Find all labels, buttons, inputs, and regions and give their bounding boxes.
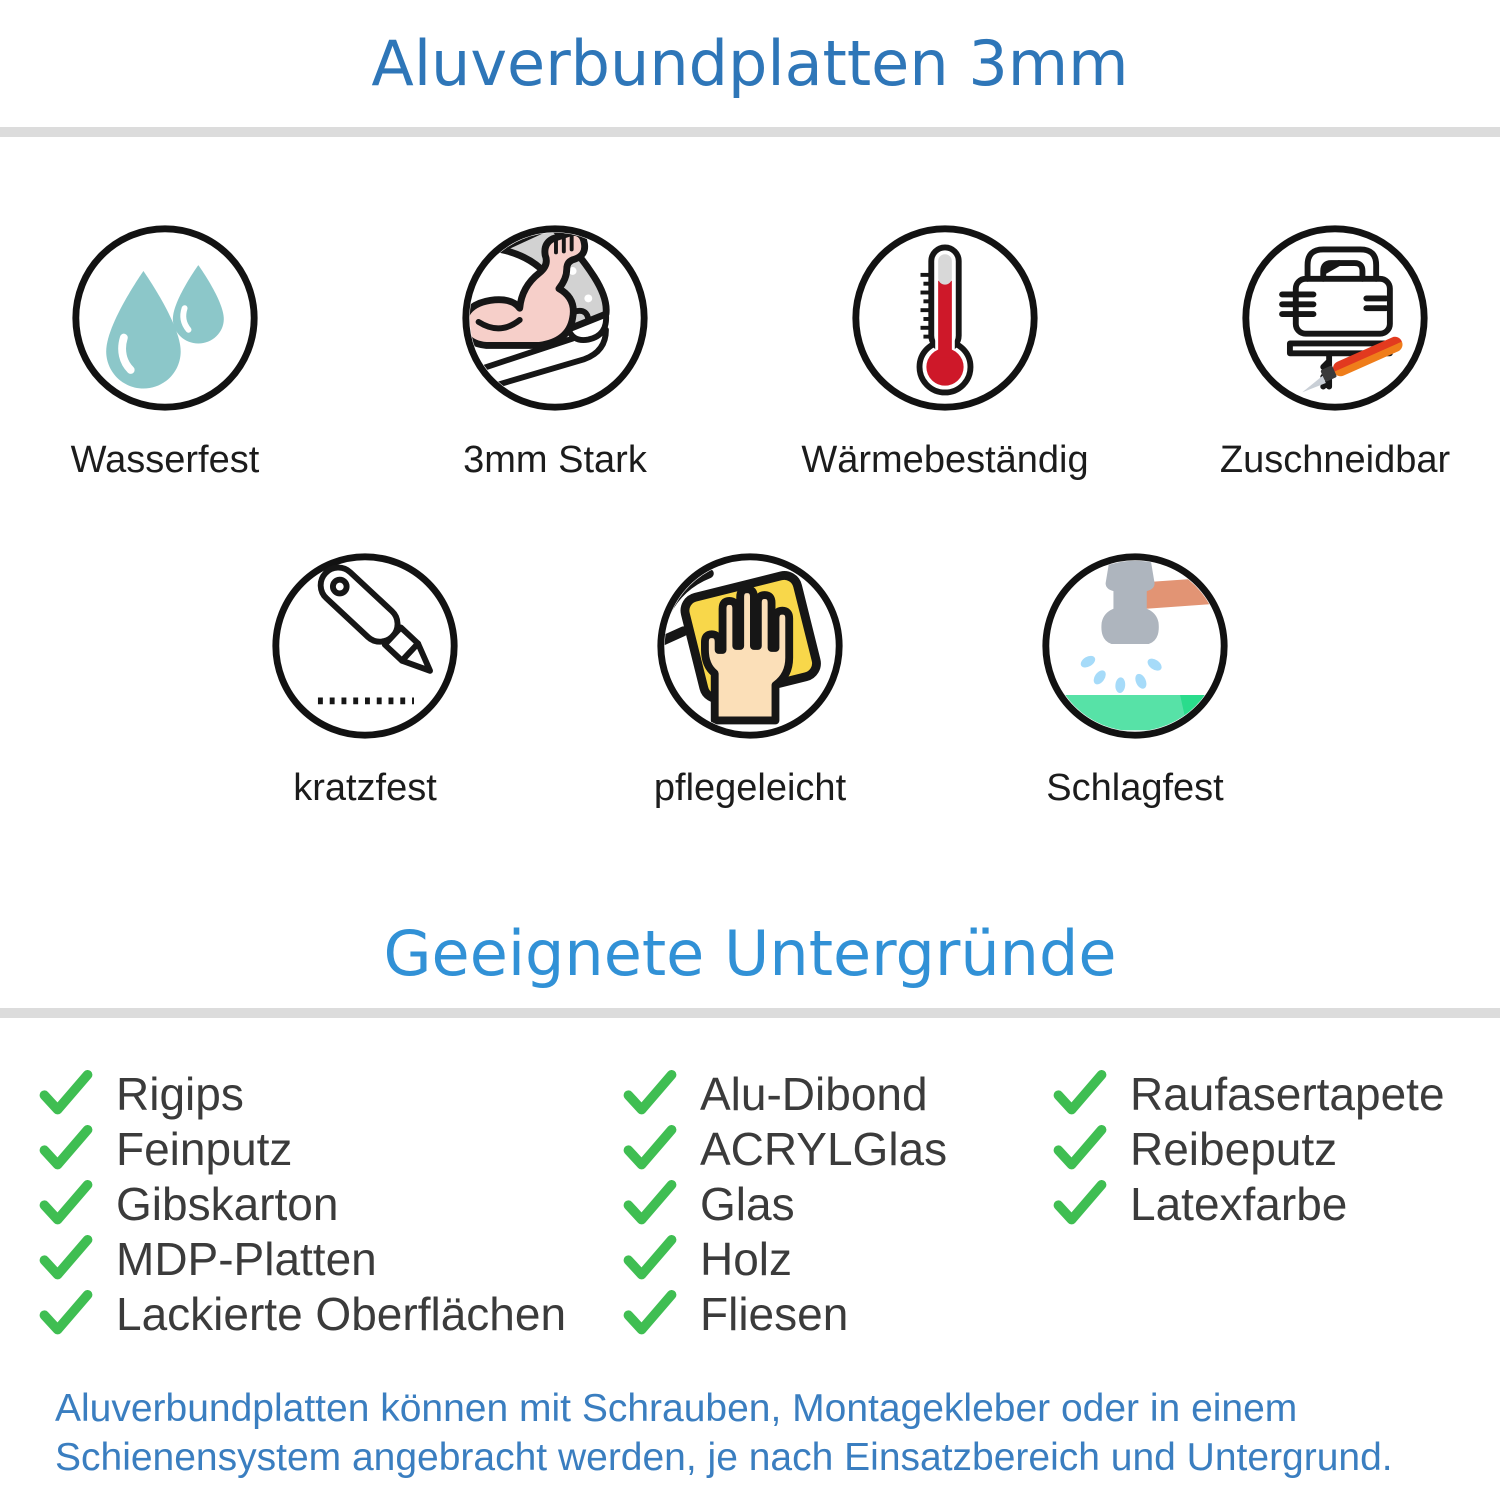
- checkmark-icon: [38, 1235, 94, 1283]
- checkmark-icon: [38, 1290, 94, 1338]
- water-drops-icon: [67, 220, 263, 416]
- list-item: [1052, 1176, 1497, 1231]
- jigsaw-cutter-icon: [1237, 220, 1433, 416]
- mounting-note: [55, 1384, 1455, 1482]
- features-row-2: [0, 548, 1500, 810]
- substrate-label: ACRYLGlas: [700, 1122, 948, 1175]
- substrate-label: Lackierte Oberflächen: [116, 1287, 567, 1340]
- substrate-label: Glas: [700, 1177, 795, 1230]
- substrate-label: Gibskarton: [116, 1177, 339, 1230]
- feature-schlagfest: [985, 548, 1285, 810]
- checkmark-icon: [38, 1070, 94, 1118]
- mounting-note-line1: Aluverbundplatten können mit Schrauben, Montagekleber oder in einem: [55, 1387, 1298, 1430]
- feature-3mm-stark: [405, 220, 705, 482]
- checkmark-icon: [38, 1125, 94, 1173]
- divider: [0, 127, 1500, 137]
- list-item: [38, 1231, 623, 1286]
- checkmark-icon: [622, 1290, 678, 1338]
- substrate-label: Raufasertapete: [1130, 1067, 1445, 1120]
- substrate-label: Fliesen: [700, 1287, 849, 1340]
- checkmark-icon: [622, 1235, 678, 1283]
- substrates-section: [0, 1066, 1500, 1366]
- feature-waermebestaendig: [795, 220, 1095, 482]
- list-item: [38, 1286, 623, 1341]
- hammer-impact-icon: [1037, 548, 1233, 744]
- feature-label: Zuschneidbar: [1219, 439, 1451, 481]
- list-item: [38, 1066, 623, 1121]
- substrate-label: Feinputz: [116, 1122, 293, 1175]
- list-item: [38, 1121, 623, 1176]
- checkmark-icon: [1052, 1070, 1108, 1118]
- checkmark-icon: [622, 1070, 678, 1118]
- checkmark-icon: [622, 1125, 678, 1173]
- list-item: [622, 1066, 1052, 1121]
- feature-label: kratzfest: [293, 767, 437, 809]
- utility-knife-icon: [267, 548, 463, 744]
- list-item: [622, 1176, 1052, 1231]
- mounting-note-line2: Schienensystem angebracht werden, je nach Einsatzbereich und Untergrund.: [55, 1436, 1393, 1479]
- page-title: Aluverbundplatten 3mm: [371, 27, 1129, 100]
- feature-label: Wärmebeständig: [801, 439, 1089, 481]
- checkmark-icon: [622, 1180, 678, 1228]
- substrates-column-2: [622, 1066, 1052, 1341]
- thermometer-icon: [847, 220, 1043, 416]
- features-row-1: [0, 220, 1500, 482]
- feature-label: Wasserfest: [70, 439, 260, 481]
- feature-label: Schlagfest: [1046, 767, 1224, 809]
- list-item: [622, 1121, 1052, 1176]
- substrate-label: Latexfarbe: [1130, 1177, 1348, 1230]
- list-item: [622, 1286, 1052, 1341]
- substrates-column-3: [1052, 1066, 1497, 1231]
- checkmark-icon: [1052, 1180, 1108, 1228]
- substrate-label: Holz: [700, 1232, 793, 1285]
- list-item: [1052, 1066, 1497, 1121]
- feature-pflegeleicht: [600, 548, 900, 810]
- muscle-arm-roll-icon: [457, 220, 653, 416]
- list-item: [1052, 1121, 1497, 1176]
- feature-zuschneidbar: [1185, 220, 1485, 482]
- checkmark-icon: [1052, 1125, 1108, 1173]
- feature-label: 3mm Stark: [463, 439, 647, 481]
- substrate-label: Rigips: [116, 1067, 244, 1120]
- list-item: [622, 1231, 1052, 1286]
- substrate-label: MDP-Platten: [116, 1232, 377, 1285]
- feature-label: pflegeleicht: [653, 767, 847, 809]
- divider: [0, 1008, 1500, 1018]
- feature-kratzfest: [215, 548, 515, 810]
- section-title-untergruende: Geeignete Untergründe: [383, 917, 1117, 990]
- list-item: [38, 1176, 623, 1231]
- substrate-label: Reibeputz: [1130, 1122, 1338, 1175]
- cleaning-hand-icon: [652, 548, 848, 744]
- substrates-column-1: [38, 1066, 623, 1341]
- substrate-label: Alu-Dibond: [700, 1067, 928, 1120]
- checkmark-icon: [38, 1180, 94, 1228]
- feature-wasserfest: [15, 220, 315, 482]
